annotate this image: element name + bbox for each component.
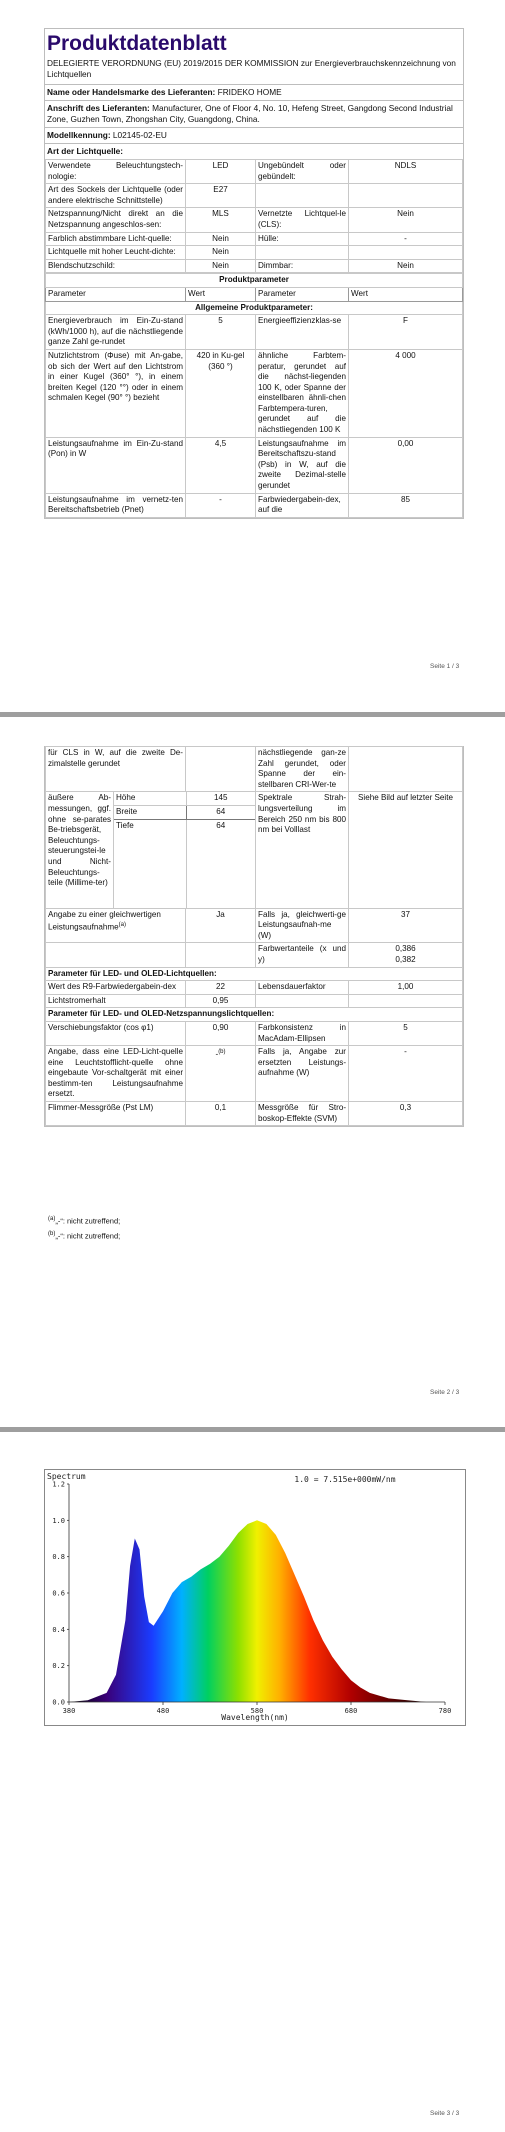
param-right-value: 0,00 [349,437,463,493]
continued-row [46,747,463,792]
x-tick-label: 580 [250,1707,264,1715]
chroma-y: 0,382 [395,954,416,964]
param-label: Nutzlichtstrom (Φuse) mit An-gabe, ob sich der Wert auf den Lichtstrom in einer Kugel (360° °), in einem breiten Kegel (120 °°) oder in einem schmalen Kegel (90° °) bezieht [46,349,186,437]
type-value: LED [186,160,256,184]
param-value: 5 [186,315,256,350]
type-right-value [349,246,463,260]
flux-value: 0,95 [186,994,256,1008]
type-label: Lichtquelle mit hoher Leucht-dichte: [46,246,186,260]
strobo-value: 0,3 [349,1102,463,1126]
chroma-row [46,943,463,967]
type-right-label: Hülle: [256,232,349,246]
param-value: 420 in Ku-gel (360 °) [186,349,256,437]
page-number-1: Seite 1 / 3 [430,663,460,670]
type-right-value: Nein [349,208,463,232]
flicker-value: 0,1 [186,1102,256,1126]
type-row [46,160,463,184]
param-right-label: Energieeffizienzklas-se [256,315,349,350]
y-tick-label: 1.2 [52,1480,65,1489]
spectral-value: Siehe Bild auf letzter Seite [349,792,463,908]
equiv-label: Angabe zu einer gleichwertigen Leistungsaufnahme [48,909,161,932]
type-right-label [256,184,349,208]
type-row [46,232,463,246]
parameter-table-p2 [45,746,463,1126]
r9-label: Wert des R9-Farbwiedergabein-dex [46,981,186,995]
type-value: E27 [186,184,256,208]
datasheet-frame-p1 [44,28,464,519]
type-value: Nein [186,259,256,273]
type-label: Netzspannung/Nicht direkt an die Netzspannung angeschlos-sen: [46,208,186,232]
macadam-value: 5 [349,1021,463,1045]
param-value: - [186,493,256,517]
param-right-value: 4 000 [349,349,463,437]
type-value: MLS [186,208,256,232]
equiv-value: Ja [186,908,256,943]
equiv-note: (a) [118,922,126,929]
dim-width-value: 64 [186,805,255,819]
param-right-label: ähnliche Farbtem-peratur, gerundet auf die nächst-liegenden 100 K, oder Spanne der einstellbaren ähnli-chen Farbtempera-turen, gerundet auf die nächstliegenden 100 K [256,349,349,437]
type-right-value: NDLS [349,160,463,184]
dimensions-label: äußere Ab-messungen, ggf. ohne se-parates Be-triebsgerät, Beleuchtungs-steuerungstei-le und Nicht-Beleuchtungs-teile (Millime-ter) [46,792,114,908]
chart-annotation: 1.0 = 7.515e+000mW/nm [294,1475,396,1484]
replace-note: (b) [218,1049,226,1056]
r9-value: 22 [186,981,256,995]
spectrum-chart [44,1469,466,1726]
general-header-row [46,301,463,315]
param-label: Leistungsaufnahme im vernetz-ten Bereitschaftsbetrieb (Pnet) [46,493,186,517]
supplier-address-row [45,101,463,128]
type-right-label: Dimmbar: [256,259,349,273]
model-id: L02145-02-EU [112,130,167,140]
param-right-label: Leistungsaufnahme im Bereitschaftszu-stand (Psb) in W, auf die zweite Dezimal-stelle gerundet [256,437,349,493]
y-tick-label: 0.4 [52,1625,65,1634]
param-right-value: 85 [349,493,463,517]
dim-depth-row [114,819,255,908]
shift-row [46,1021,463,1045]
dimensions-subtable [114,792,255,907]
cont-left: für CLS in W, auf die zweite De-zimalstelle gerundet [46,747,186,792]
y-tick-label: 1.0 [52,1516,65,1525]
type-value: Nein [186,232,256,246]
flicker-row [46,1102,463,1126]
y-tick-label: 0.8 [52,1553,65,1562]
footnote-a [48,1213,120,1228]
replace-label: Angabe, dass eine LED-Licht-quelle eine Leuchtstofflicht-quelle ohne eingebaute Vor-schaltgerät mit einer bestimm-ten Leistungsaufnahme ersetzt. [46,1046,186,1102]
type-label: Farblich abstimmbare Licht-quelle: [46,232,186,246]
flux-label: Lichtstromerhalt [46,994,186,1008]
supplier-address: Manufacturer, One of Floor 4, No. 10, Hefeng Street, Gangdong Second Industrial Zone, Guzhen Town, Zhongshan City, Guangdong, China. [47,103,453,124]
replace-right-value: - [349,1046,463,1102]
param-label: Energieverbrauch im Ein-Zu-stand (kWh/1000 h), auf die nächstliegende ganze Zahl ge-rundet [46,315,186,350]
footnotes [48,1213,120,1242]
led-header: Parameter für LED- und OLED-Lichtquellen: [46,967,463,981]
strobo-label: Messgröße für Stro-boskop-Effekte (SVM) [256,1102,349,1126]
general-param-row [46,493,463,517]
light-source-type-table [45,159,463,273]
life-label: Lebensdauerfaktor [256,981,349,995]
param-right-label: Farbwiedergabein-dex, auf die [256,493,349,517]
replace-row [46,1046,463,1102]
x-tick-label: 480 [156,1707,170,1715]
type-row [46,259,463,273]
doc-title: Produktdatenblatt [47,32,227,55]
macadam-label: Farbkonsistenz in MacAdam-Ellipsen [256,1021,349,1045]
mains-header: Parameter für LED- und OLED-Netzspannungslichtquellen: [46,1008,463,1022]
page-2 [0,717,505,1427]
chroma-values [349,943,463,967]
shift-value: 0,90 [186,1021,256,1045]
supplier-address-label: Anschrift des Lieferanten: [47,103,150,113]
footnote-a-text: „-“: nicht zutreffend; [55,1216,121,1226]
param-label: Leistungsaufnahme im Ein-Zu-stand (Pon) in W [46,437,186,493]
y-tick-group [52,1481,69,1707]
doc-subtitle: DELEGIERTE VERORDNUNG (EU) 2019/2015 DER KOMMISSION zur Energieverbrauchskennzeichnung von Lichtquellen [45,58,463,85]
type-right-value [349,184,463,208]
type-row [46,246,463,260]
cont-right: nächstliegende gan-ze Zahl gerundet, oder Spanne der ein-stellbaren CRI-Wer-te [256,747,349,792]
dim-depth-label: Tiefe [114,819,186,908]
dim-depth-value: 64 [186,819,255,908]
general-header: Allgemeine Produktparameter: [46,301,463,315]
datasheet-frame-p2 [44,746,464,1127]
parameter-table-p1 [45,273,463,517]
replace-value: - [215,1049,219,1059]
page-number-2: Seite 2 / 3 [430,1389,460,1396]
y-tick-label: 0.6 [52,1589,65,1598]
type-label: Blendschutzschild: [46,259,186,273]
dimensions-row [46,792,463,908]
spectrum-svg [45,1470,465,1725]
type-right-value: - [349,232,463,246]
type-row [46,208,463,232]
flux-row [46,994,463,1008]
equiv-row [46,908,463,943]
footnote-b-text: „-“: nicht zutreffend; [55,1231,121,1240]
x-tick-label: 780 [438,1707,452,1715]
type-right-label: Vernetzte Lichtquel-le (CLS): [256,208,349,232]
footnote-a-mark: (a) [48,1216,56,1222]
type-value: Nein [186,246,256,260]
equiv-right-label: Falls ja, gleichwerti-ge Leistungsaufnah-me (W) [256,908,349,943]
col-param-1: Parameter [46,287,186,301]
flicker-label: Flimmer-Messgröße (Pst LM) [46,1102,186,1126]
x-axis-label: Wavelength(nm) [221,1713,289,1722]
y-tick-label: 0.2 [52,1662,65,1671]
equiv-cell [46,908,186,943]
page-number-3: Seite 3 / 3 [430,2110,460,2117]
type-label: Verwendete Beleuchtungstech-nologie: [46,160,186,184]
model-row [45,128,463,144]
general-param-row [46,437,463,493]
col-param-2: Parameter [256,287,349,301]
type-right-label [256,246,349,260]
r9-row [46,981,463,995]
replace-right-label: Falls ja, Angabe zur ersetzten Leistungs-aufnahme (W) [256,1046,349,1102]
model-label: Modellkennung: [47,130,111,140]
x-tick-label: 680 [344,1707,358,1715]
col-value-1: Wert [186,287,256,301]
replace-cell [186,1046,256,1102]
dim-height-row [114,792,255,805]
param-header: Produktparameter [46,274,463,288]
general-param-row [46,315,463,350]
mains-header-row [46,1008,463,1022]
supplier-name-row [45,85,463,101]
type-right-value: Nein [349,259,463,273]
dim-width-label: Breite [114,805,186,819]
param-header-row [46,274,463,288]
led-header-row [46,967,463,981]
param-right-value: F [349,315,463,350]
dim-height-value: 145 [186,792,255,805]
chart-title: Spectrum [47,1472,86,1481]
spectrum-area [69,1520,445,1702]
chroma-label: Farbwertanteile (x und y) [256,943,349,967]
shift-label: Verschiebungsfaktor (cos φ1) [46,1021,186,1045]
light-source-type-label: Art der Lichtquelle: [47,146,124,156]
type-row [46,184,463,208]
supplier-name-label: Name oder Handelsmarke des Lieferanten: [47,87,216,97]
page-1 [0,0,505,712]
supplier-name: FRIDEKO HOME [217,87,282,97]
chroma-x: 0,386 [395,944,416,954]
spectral-label: Spektrale Strah-lungsverteilung im Bereich 250 nm bis 800 nm bei Volllast [256,792,349,908]
y-tick-label: 0.0 [52,1698,65,1707]
general-param-row [46,349,463,437]
x-tick-label: 380 [62,1707,76,1715]
col-value-2: Wert [349,287,463,301]
type-label: Art des Sockels der Lichtquelle (oder andere elektrische Schnittstelle) [46,184,186,208]
life-value: 1,00 [349,981,463,995]
equiv-right-value: 37 [349,908,463,943]
dim-height-label: Höhe [114,792,186,805]
param-column-row [46,287,463,301]
footnote-b [48,1228,120,1243]
dim-width-row [114,805,255,819]
param-value: 4,5 [186,437,256,493]
footnote-b-mark: (b) [48,1230,56,1237]
type-right-label: Ungebündelt oder gebündelt: [256,160,349,184]
page-3 [0,1432,505,2132]
